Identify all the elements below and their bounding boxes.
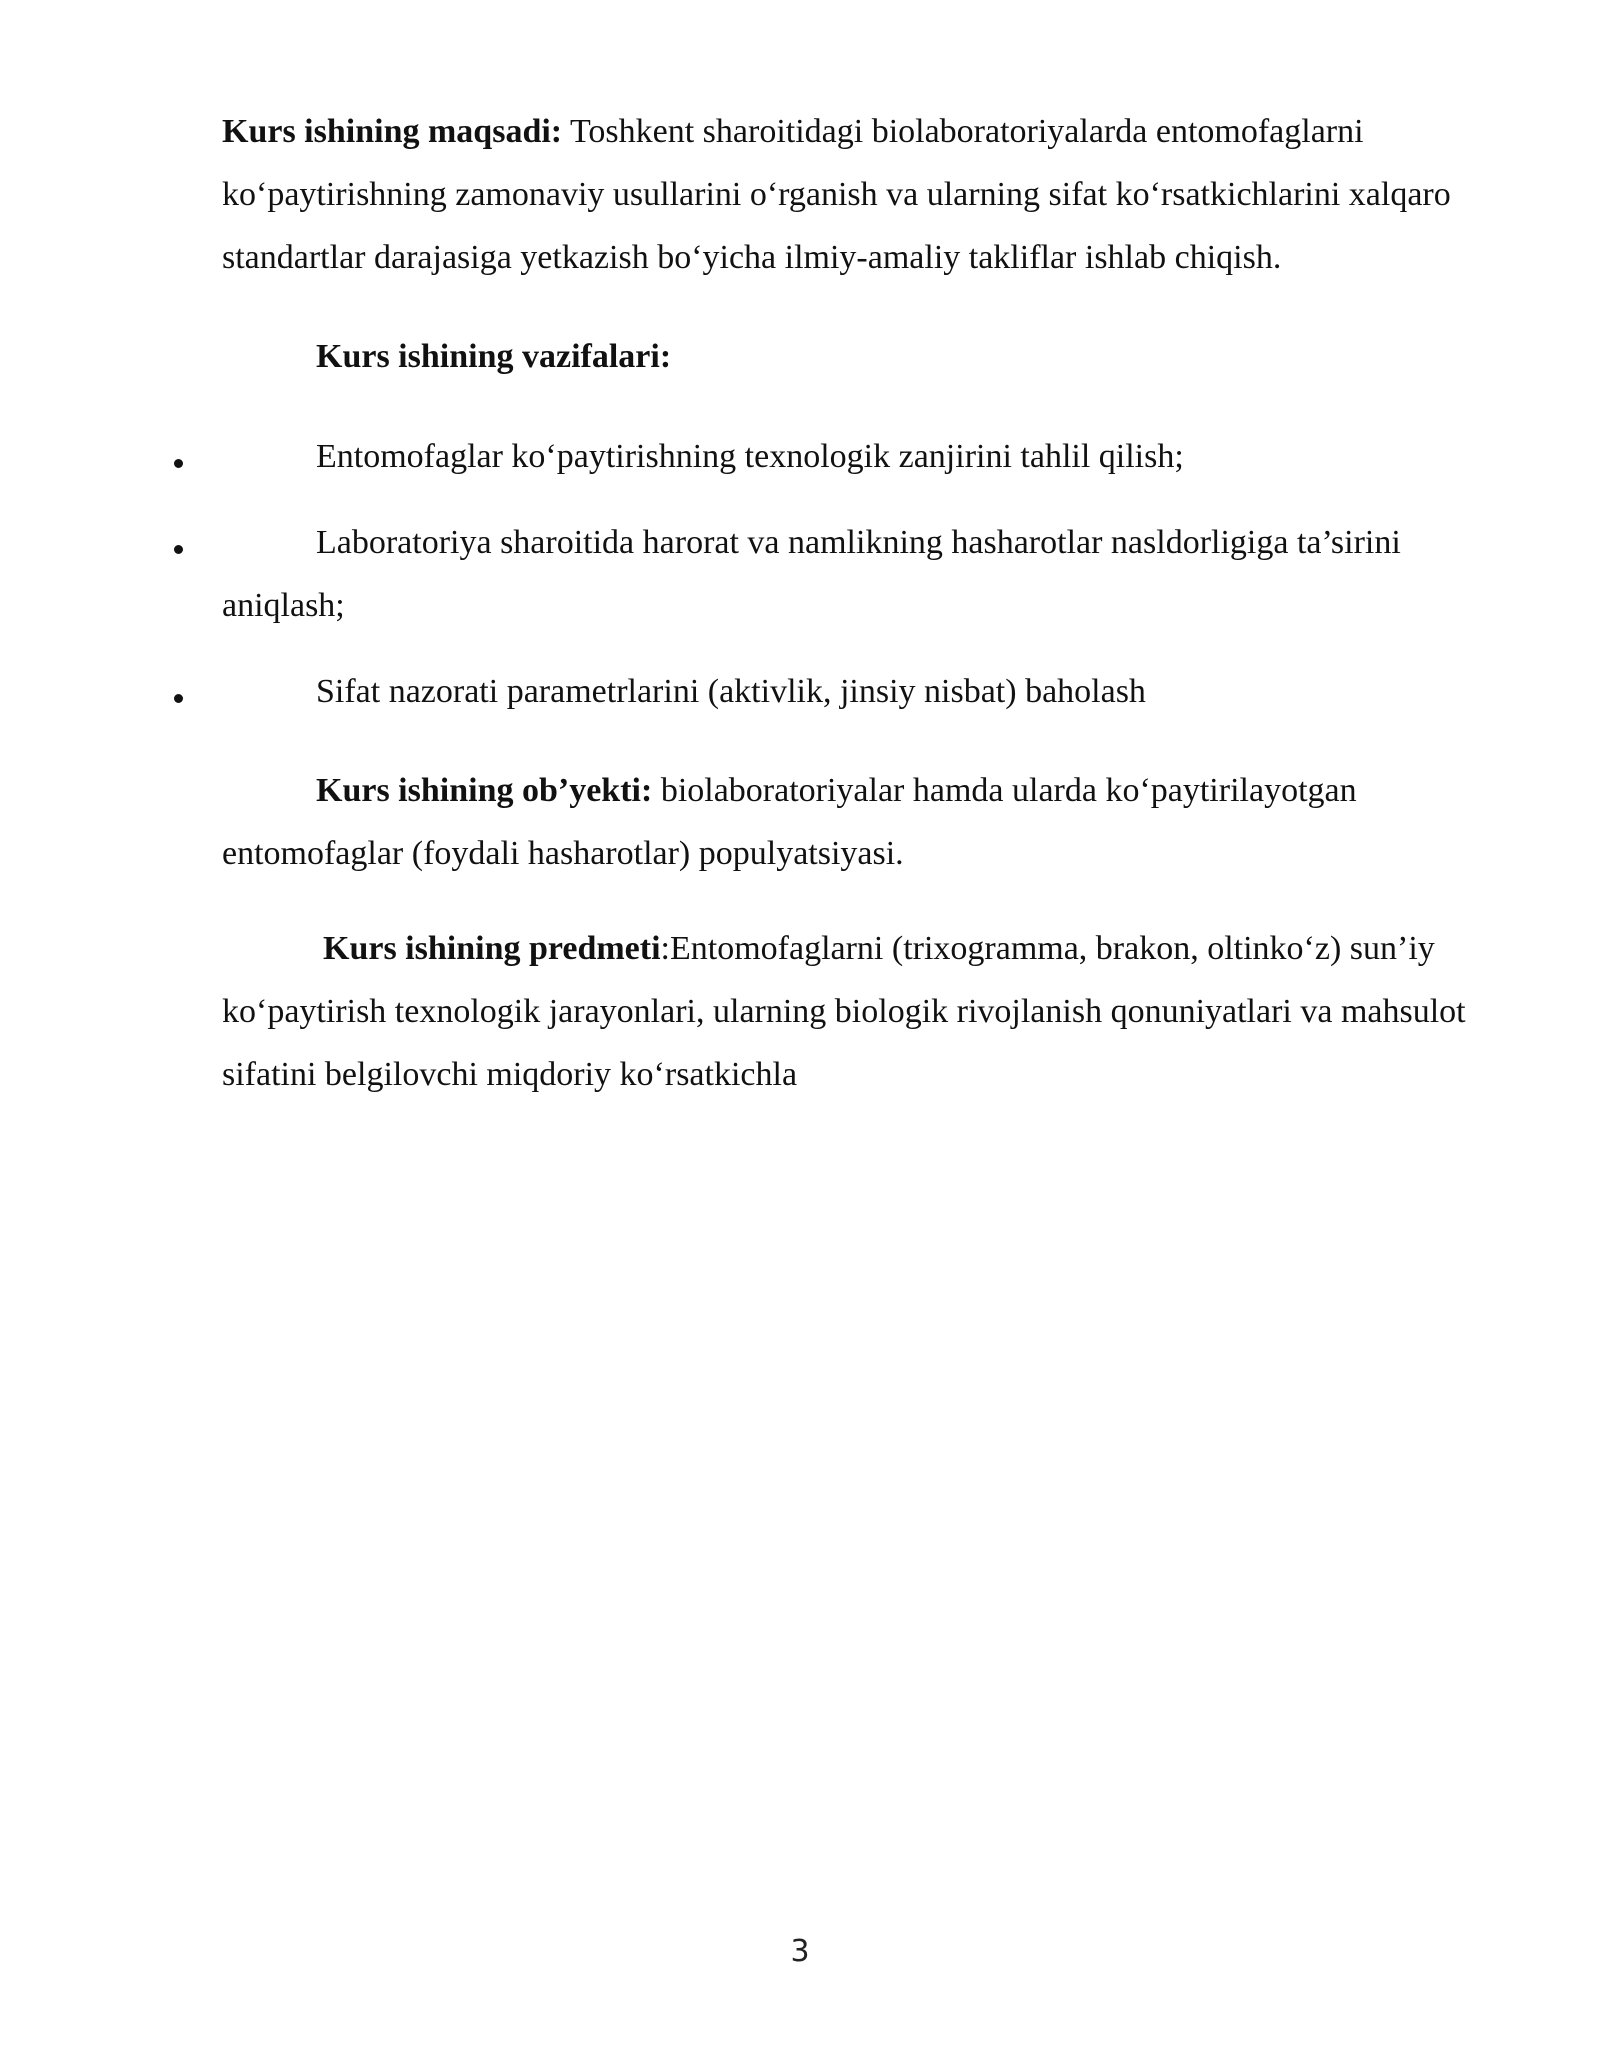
object-text: biolaboratoriyalar hamda ularda ko‘paytirilayotgan entomofaglar (foydali hasharotlar) populyatsiyasi.: [222, 772, 1357, 872]
object-paragraph: [222, 759, 1512, 885]
goal-paragraph: [222, 100, 1512, 289]
tasks-heading: Kurs ishining vazifalari:: [316, 338, 672, 375]
task-item-text: Laboratoriya sharoitida harorat va namlikning hasharotlar nasldorligiga ta’sirini aniqlash;: [222, 524, 1401, 624]
page-number: 3: [790, 1934, 810, 1969]
subject-text: :Entomofaglarni (trixogramma, brakon, oltinko‘z) sun’iy ko‘paytirish texnologik jarayonlari, ularning biologik rivojlanish qonuniyatlari va mahsulot sifatini belgilovchi miqdoriy ko‘rsatkichla: [222, 930, 1466, 1093]
object-heading: Kurs ishining ob’yekti:: [316, 772, 653, 809]
bullet-icon: [174, 545, 183, 554]
bullet-icon: [174, 694, 183, 703]
tasks-heading-paragraph: [222, 325, 1512, 388]
subject-heading: Kurs ishining predmeti: [323, 930, 661, 967]
goal-text: Toshkent sharoitidagi biolaboratoriyalarda entomofaglarni ko‘paytirishning zamonaviy usullarini o‘rganish va ularning sifat ko‘rsatkichlarini xalqaro standartlar darajasiga yetkazish bo‘yicha ilmiy-amaliy takliflar ishlab chiqish.: [222, 113, 1451, 276]
subject-paragraph: [222, 917, 1512, 1106]
goal-heading: Kurs ishining maqsadi:: [222, 113, 563, 150]
bullet-icon: [174, 459, 183, 468]
task-item-text: Sifat nazorati parametrlarini (aktivlik, jinsiy nisbat) baholash: [316, 673, 1146, 710]
task-item-text: Entomofaglar ko‘paytirishning texnologik zanjirini tahlil qilish;: [316, 438, 1184, 475]
